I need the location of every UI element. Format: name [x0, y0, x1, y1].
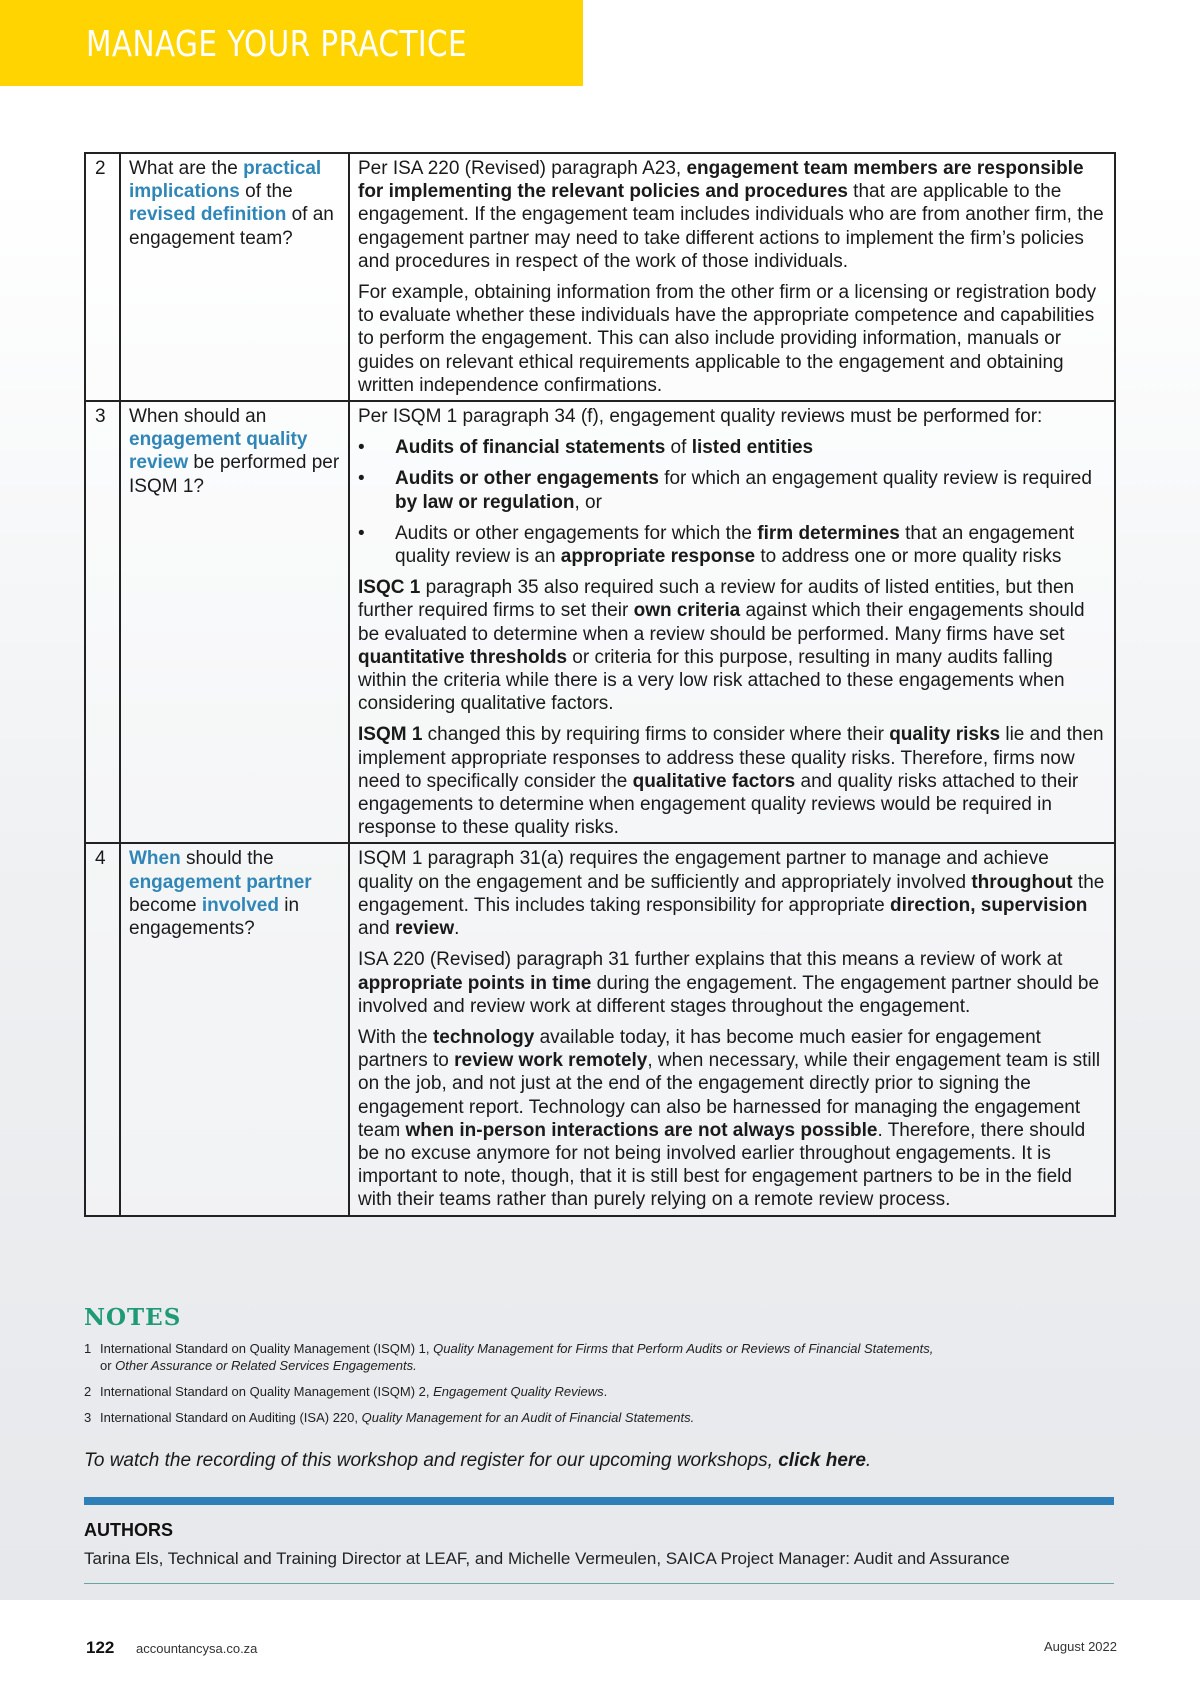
authors-heading: AUTHORS [84, 1520, 173, 1540]
answer-paragraph [358, 1026, 1106, 1212]
text-run: engagement partner [129, 871, 312, 893]
text-run: against which their engagements should be evaluated to determine when a review should be performed. Many firms have set [358, 600, 1085, 645]
list-item [358, 436, 1106, 459]
bullet-icon: • [358, 437, 365, 459]
answer-paragraph [358, 405, 1106, 428]
website: accountancysa.co.za [136, 1641, 258, 1656]
text-run: available today, it has become much easier for engagement partners to [358, 1026, 1041, 1072]
text-run: review [394, 918, 455, 940]
text-run: review work remotely [454, 1050, 648, 1072]
text-run: ISQM 1 paragraph 31(a) requires the engagement partner to manage and achieve quality on the engagement and be sufficiently and appropriately involved [358, 848, 1049, 893]
text-run: changed this by requiring firms to consider where their [422, 724, 890, 746]
bullet-icon: • [358, 468, 365, 490]
text-run: engagement quality review [129, 429, 308, 474]
notes-list [84, 1340, 1084, 1435]
text-run: technology [432, 1026, 535, 1048]
text-run: ISQM 1 [358, 724, 423, 746]
text-run: or [100, 1358, 112, 1373]
text-run: Quality Management for Firms that Perform Audits or Reviews of Financial Statements, [433, 1341, 934, 1356]
text-run: Audits or other engagements for which the [395, 522, 758, 544]
text-run: of the [239, 181, 293, 203]
text-run: International Standard on Auditing (ISA) 220, [100, 1410, 362, 1425]
row-number: 3 [85, 401, 120, 843]
text-run: and [358, 918, 395, 940]
note-item [84, 1340, 1084, 1374]
text-run: . [603, 1384, 608, 1399]
authors-text: Tarina Els, Technical and Training Director at LEAF, and Michelle Vermeulen, SAICA Project Manager: Audit and Assurance [84, 1549, 1010, 1568]
answer-cell [349, 153, 1115, 401]
text-run: quality risks [889, 724, 1001, 746]
table-row [85, 843, 1115, 1215]
workshop-callout [84, 1450, 871, 1472]
question-cell [120, 843, 349, 1215]
text-run: involved [201, 894, 279, 916]
text-run: When should an [129, 406, 267, 428]
text-run: own criteria [633, 600, 741, 622]
row-number: 4 [85, 843, 120, 1215]
note-number: 2 [84, 1384, 92, 1399]
question-cell [120, 153, 349, 401]
text-run: practical implications [129, 158, 322, 203]
text-run: and quality risks attached to their engagements to determine when engagement quality reviews would be required in response to these quality risks. [358, 770, 1079, 839]
text-run: What are the [129, 158, 244, 179]
text-run: of an engagement team? [129, 204, 334, 249]
notes-heading: NOTES [84, 1304, 182, 1331]
text-run: For example, obtaining information from the other firm or a licensing or registration body to evaluate whether these individuals have the appropriate competence and capabilities to perform the engagement. This can also include providing information, manuals or guides on relevant ethical requirements applicable to the engagement and obtaining written independence confirmations. [358, 282, 1097, 396]
note-text [100, 1383, 607, 1400]
text-run: of [665, 437, 692, 459]
answer-paragraph [358, 281, 1106, 397]
page-number: 122 [86, 1638, 115, 1657]
text-run: by law or regulation [395, 491, 575, 513]
text-run: Other Assurance or Related Services Engagements. [115, 1358, 417, 1373]
text-run: ISQC 1 [358, 577, 421, 599]
text-run: lie and then implement appropriate responses to address these quality risks. Therefore, firms now need to specifically consider the [358, 724, 1104, 792]
text-run: firm determines [757, 522, 900, 544]
text-run: for which an engagement quality review is required [658, 468, 1092, 490]
answer-paragraph [358, 576, 1106, 715]
divider-line [84, 1583, 1114, 1584]
text-run: Per ISA 220 (Revised) paragraph A23, [358, 158, 687, 179]
text-run: the engagement. This includes taking responsibility for appropriate [358, 871, 1105, 916]
list-item [358, 467, 1106, 513]
note-number: 3 [84, 1410, 92, 1425]
list-item [358, 522, 1106, 568]
text-run: ISA 220 (Revised) paragraph 31 further explains that this means a review of work at [358, 949, 1063, 971]
text-run: , when necessary, while their engagement team is still on the job, and not just at the end of the engagement directly prior to signing the engagement report. Technology can also be harnessed for managing the engagement team [358, 1050, 1101, 1141]
text-run: Engagement Quality Reviews [433, 1384, 604, 1399]
text-run: quantitative thresholds [358, 646, 568, 668]
note-number: 1 [84, 1341, 92, 1356]
text-run: International Standard on Quality Management (ISQM) 2, [100, 1384, 434, 1399]
question-cell [120, 401, 349, 843]
text-run: or criteria for this purpose, resulting in many audits falling within the criteria while there is a very low risk attached to these engagements when considering qualitative factors. [358, 646, 1065, 715]
workshop-text: To watch the recording of this workshop and register for our upcoming workshops, [84, 1450, 779, 1471]
text-run: when in-person interactions are not always possible [405, 1119, 878, 1141]
bullet-icon: • [358, 522, 365, 544]
answer-paragraph [358, 948, 1106, 1018]
text-run: should the [180, 848, 274, 870]
text-run: paragraph 35 also required such a review for audits of listed entities, but then further required firms to set their [358, 577, 1075, 622]
text-run: Audits or other engagements [395, 468, 659, 490]
table-row [85, 153, 1115, 401]
text-run: Quality Management for an Audit of Financial Statements. [361, 1410, 695, 1425]
text-run: listed entities [691, 437, 814, 459]
qa-table [84, 152, 1116, 1217]
note-text [100, 1409, 694, 1426]
text-run: International Standard on Quality Management (ISQM) 1, [100, 1341, 434, 1356]
workshop-text-end: . [865, 1450, 872, 1471]
section-title: MANAGE YOUR PRACTICE [86, 24, 468, 65]
answer-paragraph [358, 723, 1106, 839]
text-run: during the engagement. The engagement partner should be involved and review work at different stages throughout the engagement. [358, 972, 1100, 1017]
text-run: appropriate points in time [358, 972, 592, 994]
text-run: that are applicable to the engagement. If the engagement team includes individuals who are from another firm, the engagement partner may need to take different actions to implement the firm’s policies and procedures in respect of the work of those individuals. [358, 181, 1104, 272]
text-run: When [129, 848, 181, 870]
text-run: direction, supervision [889, 894, 1088, 916]
click-here-link[interactable]: click here [778, 1450, 866, 1471]
answer-cell [349, 401, 1115, 843]
answer-cell [349, 843, 1115, 1215]
text-run: that an engagement quality review is an [395, 522, 1075, 568]
bullet-list [358, 436, 1106, 568]
text-run: to address one or more quality risks [755, 546, 1062, 568]
text-run: be performed per ISQM 1? [129, 452, 340, 497]
note-item [84, 1409, 1084, 1426]
row-number: 2 [85, 153, 120, 401]
text-run: , or [574, 491, 602, 513]
answer-paragraph [358, 847, 1106, 940]
issue-date: August 2022 [1043, 1639, 1117, 1654]
note-text [100, 1340, 933, 1374]
text-run: throughout [971, 871, 1073, 893]
text-run: appropriate response [560, 546, 756, 568]
text-run: With the [358, 1026, 433, 1048]
table-row [85, 401, 1115, 843]
note-item [84, 1383, 1084, 1400]
text-run: qualitative factors [632, 770, 796, 792]
text-run: . [454, 918, 460, 940]
text-run: Audits of financial statements [395, 437, 666, 459]
text-run: become [129, 894, 202, 916]
text-run: Per ISQM 1 paragraph 34 (f), engagement quality reviews must be performed for: [358, 406, 1043, 428]
text-run: . Therefore, there should be no excuse anymore for not being involved earlier throughout engagements. It is important to note, though, that it is still best for engagement partners to be in the field with their teams rather than purely relying on a remote review process. [358, 1119, 1086, 1211]
text-run: engagement team members are responsible for implementing the relevant policies and procedures [358, 158, 1084, 203]
text-run: revised definition [129, 204, 287, 226]
divider-bar [84, 1497, 1114, 1505]
text-run: in engagements? [129, 894, 300, 940]
answer-paragraph [358, 157, 1106, 273]
